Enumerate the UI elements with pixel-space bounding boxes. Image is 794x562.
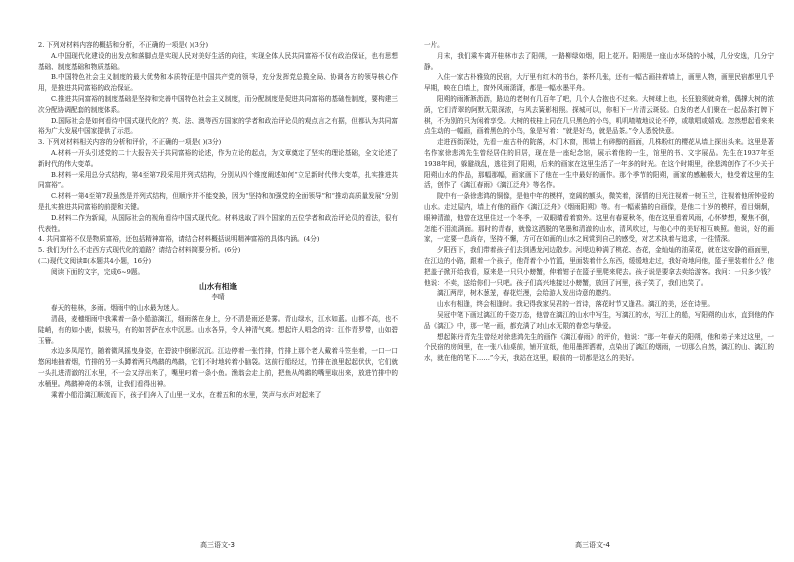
left-paragraph: C.推进共同富裕的制度基础是坚持和完善中国特色社会主义制度，而分配制度是促进共同富裕的基础性制度，要构建三次分配协调配套的制度体系。	[38, 94, 398, 114]
left-paragraph: 山水有相逢	[199, 281, 237, 291]
left-paragraph: 3. 下列对材料相关内容的分析和评价，不正确的一项是( )(3分)	[38, 138, 222, 147]
left-paragraph: 春天的桂林，多雨。烟雨中的山水最为迷人。	[51, 304, 183, 313]
left-paragraph: 阅读下面的文字，完成6~9题。	[51, 267, 145, 276]
right-paragraph: 院中有一条徐悲鸿的铜像，是他中年的模样，宽阔的额头，微笑着，深情的目光注视着一树玉兰，注视着他所钟爱的山水。走过屋内，墙上有他的画作《漓江泛舟》《烟雨阳朔》等。有一幅素描的自画像，是他二十岁的模样，看目炯炯，眼神清澈，他曾在这里住过一个冬季，一双眼睛看着窗外。这里有春夏秋冬，他在这里看着风雨，心怀梦想，聚焦不倒，怎能不泪流满面。那时的青春，就像这洒脱的笔墨和清澈的山水，清风吹过，与他心中的美好相互映照。他说，好的画家，一定要一息尚存，坚持不懈，方可在如画的山水之间赏到自己的感受，对艺术执着与追求，一往情深。	[424, 192, 774, 244]
right-paragraph: 入住一家古朴雅致的民宿，大厅里有红木的书台，茶杯几张，还有一幅古画挂着墙上，画里人物，画里民宿都里几乎早期，映在白墙上，窗外风雨潇潇，都是一幅水墨平舟。	[424, 73, 774, 93]
right-paragraph: 山水有相逢，终会相逢时。我记得我家吴君的一首诗，落花时节又逢君。漓江的美，还在诗里。	[437, 300, 714, 309]
left-paragraph: B.材料一采用总分式结构，第4至第7段采用并列式结构，分别从四个维度阐述如何“立足新时代伟大变革，扎实推进共同富裕”。	[38, 170, 398, 190]
right-paragraph: 想起陈丹青先生曾经对徐悲鸿先生的画作《漓江春雨》的评价，他说：“那一年春天的阳朔，他和弟子来过这里，一个民宿的房间里，在一张八仙桌前，铺开宣纸，他用墨挥洒着，点染出了漓江的烟雨，一切那么自然，漓江的山、漓江的水，就在他的笔下……”今天，我站在这里，眼前的一切都是这么的美好。	[424, 332, 774, 363]
left-paragraph: (二)现代文阅读Ⅱ(本题共4小题，16分)	[38, 256, 152, 265]
right-paragraph: 一片。	[424, 41, 444, 49]
left-column	[38, 40, 398, 400]
right-paragraph: 月末，我们乘车离开桂林市去了阳朔，一路柳绿如烟，阳上花开。阳朔是一座山水环绕的小城，几分安逸，几分宁静。	[424, 51, 774, 71]
right-paragraph: 夕阳西下，我们带着孩子们去到遇龙河边散步。河堤边种满了桃花、杏花，金灿灿的油菜花，就在这安静的画面里，在江边的小路，跟着一个孩子，他背着个小竹篮，里面装着什么东西，缓缓地走过，我好奇地问他，篮子里装着什么？他把盖子掀开给我看，原来是一只只小螃蟹，伸着钳子在篮子里爬来爬去。孩子说是要拿去卖给游客。我问：一只多少钱？他说：不卖，送给你们一只吧。孩子们高兴地接过小螃蟹，放回了河里，孩子笑了，我们也笑了。	[424, 246, 774, 287]
left-paragraph: A.中国现代化建设的出发点和落脚点是实现人民对美好生活的向往，实现全体人民共同富裕不仅有政治保证，也有思想基础、制度基础和物质基础。	[38, 51, 398, 71]
left-paragraph: 乘着小船沿漓江顺流而下，孩子们奔入了山里一叉水，在着五和的水里，笑声与水声对起来了	[51, 390, 322, 399]
left-paragraph: B.中国特色社会主义制度的最大优势和本质特征是中国共产党的领导，充分发挥党总揽全局、协调各方的领导核心作用，是推进共同富裕的政治保证。	[38, 73, 398, 93]
left-paragraph: 水边多凤尾竹，随着微风摇曳身姿，在碧波中倒影沉沉。江边停着一张竹排，竹排上那个老人戴着斗笠坐着，一口一口悠闲地抽着烟，竹排的另一头蹲着两只鸬鹚的鸬鹚，它们不时地转着小脑袋。这前行船经过，竹排在浪里起起伏伏，它们就一头扎进清澈的江水里，不一会又浮出来了，嘴里叼着一条小鱼。渔翁会走上前，把鱼从鸬鹚的嘴里取出来，放进竹排中的水桶里。鸬鹚神奇的本领，让我们看得出神。	[38, 347, 398, 388]
right-column	[424, 40, 774, 364]
left-paragraph: 5. 我们为什么不走西方式现代化的道路？请结合材料简要分析。(6分)	[38, 246, 241, 255]
right-paragraph: 走进西街深处，先看一座古朴的院落，木门木窗，围墙上有碎醇的画面，几株粉红的樱花从墙上探出头来。这里是著名作家徐悲鸿先生曾经居住的旧居，现在是一座纪念馆，展示着他的一生，馆里的书、文字展品。先生在1937年至1938年间，躲避战乱，逃往到了阳朔，后来的画家在这里生活了一年多的时光。在这个时期里，徐悲鸿创作了不少关于阳朔山水的作品，那幅那幅，画家画下了他在一生中最好的画作。那个季节的阳朔，画家的感触极大，他受着这里的生活，创作了《漓江春雨》《漓江泛舟》等名作。	[424, 138, 774, 190]
right-paragraph: 吴冠中笔下画过漓江的千姿万态，他曾在漓江的山水中写生，写漓江的水，写江上的船，写阳朔的山水，直到他的作品《漓江》中，那一笔一画，都充满了对山水无限的眷恋与挚爱。	[424, 310, 774, 330]
left-paragraph: C.材料一第4至第7段虽然是并列式结构，但顺序并不能变换，因为“坚持和加强党的全面领导”和“推动高质量发展”分别是扎实推进共同富裕的前提和关键。	[38, 192, 398, 211]
left-paragraph: D.国际社会是如何看待中国式现代化的？英、法、澳等西方国家的学者和政治评论员的观点言之有据，但都认为共同富裕为广大发展中国家提供了示范。	[38, 116, 398, 136]
left-paragraph: 李晴	[211, 293, 225, 302]
left-paragraph: 4. 共同富裕不仅是物质富裕，还包括精神富裕，请结合材料概括说明精神富裕的具体内涵。(4分)	[38, 235, 320, 244]
left-paragraph: A.材料一开头引述党的二十大报告关于共同富裕的论述，作为立论的起点，为文章奠定了坚实的理论基础，全文论述了新时代的伟大变革。	[38, 148, 398, 168]
page-number-right: 高三语文-4	[575, 541, 610, 549]
page-number-left: 高三语文-3	[200, 541, 235, 549]
left-paragraph: 清晨，麦穗细雨中我乘着一条小船游漓江，细雨落在身上，分不清是雨还是雾。青山绿水，江水如蓝。山都不高，也不陡峭，有的如小鹿，似骏马，有的如菩萨在水中沉思。山水各异，令人神清气爽。想起许人唱念的诗：江作青罗带，山如碧玉簪。	[38, 314, 398, 345]
left-paragraph: D.材料二作为新闻，从国际社会的视角看待中国式现代化。材料选取了四个国家的五位学者和政治评论员的看法，很有代表性。	[38, 213, 398, 233]
right-paragraph: 漓江两岸，树木葱茏，春花烂漫，会给游人发出诗意的邀约。	[437, 289, 616, 298]
left-paragraph: 2. 下列对材料内容的概括和分析，不正确的一项是( )(3分)	[38, 41, 209, 49]
right-paragraph: 阳朔的雨淅淅沥沥，路边的老树有几百年了吧，几个人合抱也不过来。大树球上也，长狂狼须就奇着，偶撑大树的浓荫，它们青翠的阿默无限深浓，与风去簧影相照。探城可以，你相下一片清云斑驳。白发的老人们聚在一起品茶打牌下棋，不为别的只为闲着享受。大树的枝桂上同在几只黑色的小鸟，叽叽喳喳地议论不停，或歇唱或嬉戏。忽然想起看来来点生动的一幅画，画着黑色的小鸟，象是写着：“就是好鸟，就是品茶。”令人悉悦快意。	[424, 94, 774, 136]
